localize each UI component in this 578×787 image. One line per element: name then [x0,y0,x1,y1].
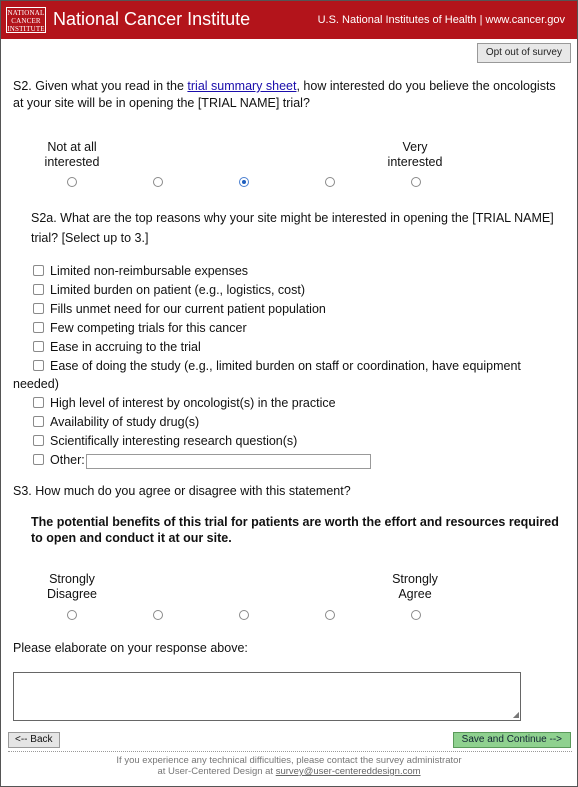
s2-radio-5[interactable] [411,177,421,187]
checkbox[interactable] [33,435,44,446]
s3-radio-3[interactable] [239,610,249,620]
s3-radio-5[interactable] [411,610,421,620]
s3-radio-1[interactable] [67,610,77,620]
nci-logo: NATIONAL CANCER INSTITUTE [7,9,45,33]
checkbox[interactable] [33,284,44,295]
question-s3: S3. How much do you agree or disagree with this statement? [13,484,351,498]
option-study-drug[interactable]: Availability of study drug(s) [33,414,199,430]
checkbox[interactable] [33,360,44,371]
footer-divider [8,751,572,752]
option-ease-accruing[interactable]: Ease in accruing to the trial [33,339,201,355]
option-limited-expenses[interactable]: Limited non-reimbursable expenses [33,263,248,279]
site-header [1,1,577,39]
option-ease-of-study-cont: needed) [13,377,59,391]
s3-statement: The potential benefits of this trial for patients are worth the effort and resources required to open and conduct it at our site. [31,515,559,545]
back-button[interactable]: <-- Back [8,732,60,748]
footer-line-1: If you experience any technical difficulties, please contact the survey administrator [116,755,462,766]
option-unmet-need[interactable]: Fills unmet need for our current patient population [33,301,326,317]
s3-radio-2[interactable] [153,610,163,620]
question-s2a: S2a. What are the top reasons why your site might be interested in opening the [TRIAL NAME] trial? [Select up to 3.] [31,211,554,245]
checkbox[interactable] [33,416,44,427]
option-few-competing[interactable]: Few competing trials for this cancer [33,320,247,336]
other-text-field[interactable] [86,454,371,469]
trial-summary-link[interactable]: trial summary sheet [187,79,297,93]
checkbox[interactable] [33,341,44,352]
elaborate-label: Please elaborate on your response above: [13,641,248,655]
s2-radio-4[interactable] [325,177,335,187]
s2-radio-2[interactable] [153,177,163,187]
question-s2-text-before: S2. Given what you read in the [13,79,188,93]
checkbox[interactable] [33,303,44,314]
checkbox[interactable] [33,322,44,333]
option-other[interactable]: Other: [33,452,85,468]
admin-email-link[interactable]: survey@user-centereddesign.com [275,766,421,777]
option-oncologist-interest[interactable]: High level of interest by oncologist(s) in the practice [33,395,336,411]
site-title: National Cancer Institute [53,9,251,29]
s3-high-label: Strongly Agree [392,572,438,601]
save-continue-button[interactable]: Save and Continue --> [453,732,571,748]
checkbox[interactable] [33,265,44,276]
option-limited-burden[interactable]: Limited burden on patient (e.g., logistics, cost) [33,282,305,298]
nih-link[interactable]: U.S. National Institutes of Health | www.cancer.gov [317,14,565,26]
footer-line-2: at User-Centered Design at survey@user-centereddesign.com [157,766,421,777]
s2-radio-3[interactable] [239,177,249,187]
s2-low-label: Not at all interested [44,140,100,169]
footer [1,755,577,777]
option-research-question[interactable]: Scientifically interesting research question(s) [33,433,297,449]
option-ease-of-study[interactable]: Ease of doing the study (e.g., limited burden on staff or coordination, have equipment [33,358,521,374]
checkbox[interactable] [33,397,44,408]
elaborate-textarea[interactable] [13,672,521,721]
question-s2 [13,78,569,112]
resize-grip-icon[interactable]: ◢ [512,710,519,719]
opt-out-button[interactable]: Opt out of survey [477,43,571,63]
checkbox[interactable] [33,454,44,465]
question-s2-text-after: , how interested do you believe the oncologists at your site will be in opening the [TRIAL NAME] trial? [13,79,556,110]
s3-radio-4[interactable] [325,610,335,620]
s2-high-label: Very interested [387,140,443,169]
s2-radio-1[interactable] [67,177,77,187]
s3-low-label: Strongly Disagree [46,572,98,601]
